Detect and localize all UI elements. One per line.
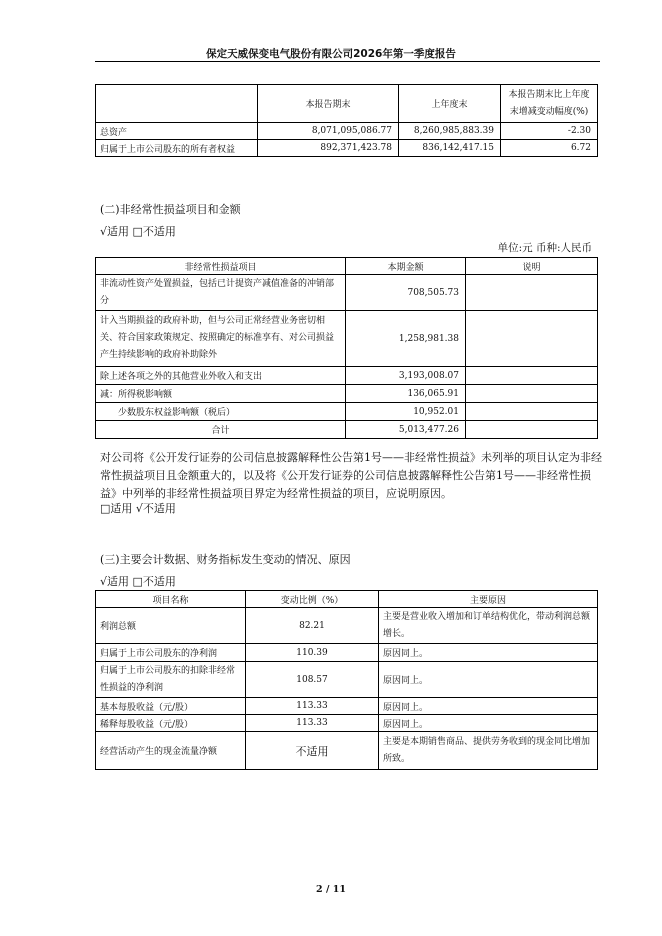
section3-applicable: √适用 □不适用 [100,575,176,588]
table3-reason: 主要是营业收入增加和订单结构优化，带动利润总额增长。 [379,608,598,644]
table-row [96,732,598,770]
table1-item: 归属于上市公司股东的所有者权益 [96,140,258,157]
table1-change: 6.72 [501,140,598,157]
balance-summary-table [95,84,598,157]
table2-item: 计入当期损益的政府补助，但与公司正常经营业务密切相关、符合国家政策规定、按照确定的标准享有、对公司损益产生持续影响的政府补助除外 [96,311,346,367]
table3-reason: 原因同上。 [379,715,598,732]
table2-col-amount: 本期金额 [346,258,466,275]
table2-amount: 136,065.91 [346,385,466,403]
table3-ratio: 113.33 [246,715,379,732]
table-row [96,698,598,715]
table3-reason: 原因同上。 [379,644,598,662]
page-number: 2 / 11 [316,884,346,895]
table3-col-ratio: 变动比例（%） [246,591,379,608]
table2-amount: 10,952.01 [346,403,466,421]
table2-amount-total: 5,013,477.26 [346,421,466,439]
table2-item: 除上述各项之外的其他营业外收入和支出 [96,367,346,385]
table-row [96,662,598,698]
table1-last-year-end: 836,142,417.15 [399,140,501,157]
table2-item: 少数股东权益影响额（税后） [96,403,346,421]
table1-period-end: 892,371,423.78 [258,140,399,157]
table2-note [466,311,598,367]
table3-item: 利润总额 [96,608,246,644]
table3-item: 归属于上市公司股东的扣除非经常性损益的净利润 [96,662,246,698]
section2-unit: 单位:元 币种:人民币 [497,242,592,254]
table-row [96,275,598,311]
table-row [96,140,598,157]
table-row [96,403,598,421]
table1-change: -2.30 [501,123,598,140]
table-row [96,311,598,367]
section2-explanation: 对公司将《公开发行证券的公司信息披露解释性公告第1号——非经常性损益》未列举的项目认定为非经常性损益项目且金额重大的，以及将《公开发行证券的公司信息披露解释性公告第1号——非经常性损益》中列举的非经常性损益项目界定为经常性损益的项目，应说明原因。 [100,451,602,500]
table2-amount: 708,505.73 [346,275,466,311]
table1-last-year-end: 8,260,985,883.39 [399,123,501,140]
section2-explanation-applicable: □适用 √不适用 [100,502,176,515]
table-row [96,123,598,140]
table2-item-total: 合计 [96,421,346,439]
table3-col-item: 项目名称 [96,591,246,608]
table3-ratio: 82.21 [246,608,379,644]
table3-item: 经营活动产生的现金流量净额 [96,732,246,770]
table3-ratio: 108.57 [246,662,379,698]
table2-col-note: 说明 [466,258,598,275]
table2-amount: 1,258,981.38 [346,311,466,367]
table1-col-period-end: 本报告期末 [258,85,399,123]
header-rule [95,61,600,62]
table3-ratio: 113.33 [246,698,379,715]
section2-applicable: √适用 □不适用 [100,225,176,238]
table-row [96,715,598,732]
page-header-title: 保定天威保变电气股份有限公司2026年第一季度报告 [206,48,456,60]
table3-reason: 原因同上。 [379,698,598,715]
table2-item: 非流动性资产处置损益，包括已计提资产减值准备的冲销部分 [96,275,346,311]
table3-reason: 主要是本期销售商品、提供劳务收到的现金同比增加所致。 [379,732,598,770]
financial-changes-table [95,590,598,770]
table-row [96,608,598,644]
table2-note [466,367,598,385]
table1-item: 总资产 [96,123,258,140]
table3-ratio: 110.39 [246,644,379,662]
table3-col-reason: 主要原因 [379,591,598,608]
non-recurring-items-table [95,257,598,439]
table-row [96,644,598,662]
table-row [96,367,598,385]
table1-period-end: 8,071,095,086.77 [258,123,399,140]
table3-reason: 原因同上。 [379,662,598,698]
table2-note [466,385,598,403]
table-row [96,421,598,439]
table1-col-change: 本报告期末比上年度末增减变动幅度(%) [501,85,598,123]
table2-note [466,275,598,311]
table-row [96,385,598,403]
table3-ratio: 不适用 [246,732,379,770]
section2-heading: (二)非经常性损益项目和金额 [100,203,241,216]
section3-heading: (三)主要会计数据、财务指标发生变动的情况、原因 [100,553,351,566]
table2-amount: 3,193,008.07 [346,367,466,385]
table3-item: 归属于上市公司股东的净利润 [96,644,246,662]
table2-note [466,403,598,421]
table3-item: 稀释每股收益（元/股） [96,715,246,732]
table2-note [466,421,598,439]
table3-item: 基本每股收益（元/股） [96,698,246,715]
table2-col-item: 非经常性损益项目 [96,258,346,275]
table1-empty-header [96,85,258,123]
table2-item: 减：所得税影响额 [96,385,346,403]
table1-col-last-year-end: 上年度末 [399,85,501,123]
